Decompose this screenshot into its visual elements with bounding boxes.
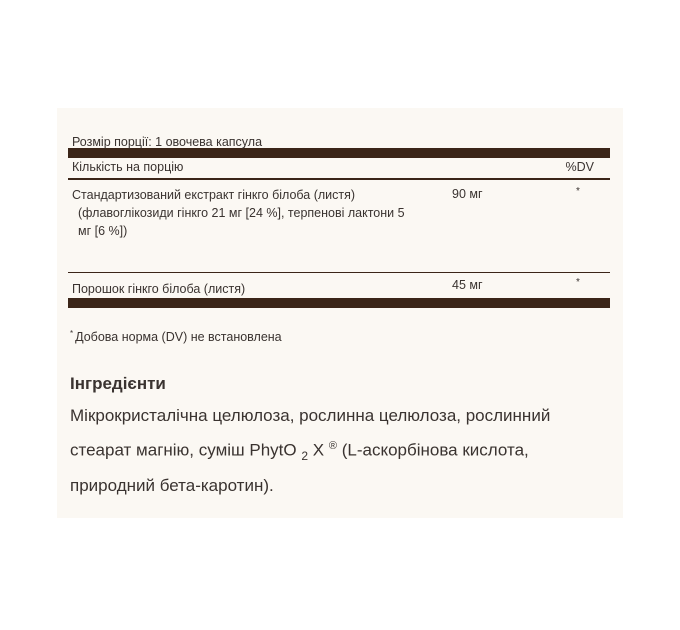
table-row [68, 273, 610, 298]
ingredient-name-main: Стандартизований екстракт гінкго білоба (листя) [72, 188, 356, 202]
ingredients-subscript: 2 [301, 449, 309, 464]
footnote-text: Добова норма (DV) не встановлена [75, 330, 282, 344]
amount-per-serving-label: Кількість на порцію [72, 160, 184, 174]
ingredient-detail: (флавоглікозиди гінкго 21 мг [24 %], терпенові лактони 5 мг [6 %]) [78, 206, 405, 238]
ingredient-amount: 90 мг [452, 187, 483, 201]
dv-label: %DV [565, 160, 594, 174]
ingredients-text [70, 401, 590, 501]
ingredient-dv: * [576, 277, 580, 288]
table-row [68, 180, 610, 272]
ingredients-text-part3: (L-аскорбінова кислота, природний бета-каротин). [70, 440, 529, 496]
divider-thick-bottom [68, 298, 610, 308]
ingredients-text-part2: X [312, 440, 325, 460]
table-header [68, 158, 610, 178]
footnote-mark: * [70, 329, 74, 338]
ingredient-name: Порошок гінкго білоба (листя) [72, 282, 246, 296]
supplement-facts-table [68, 128, 610, 308]
ingredient-amount: 45 мг [452, 278, 483, 292]
ingredient-name [72, 186, 412, 240]
ingredients-superscript: ® [328, 440, 337, 452]
ingredients-text-part1: Мікрокристалічна целюлоза, рослинна целюлоза, рослинний стеарат магнію, суміш PhytO [70, 406, 551, 460]
footnote [70, 330, 282, 344]
ingredient-dv: * [576, 186, 580, 197]
ingredients-title: Інгредієнти [70, 374, 166, 393]
serving-size: Розмір порції: 1 овочева капсула [72, 135, 263, 149]
